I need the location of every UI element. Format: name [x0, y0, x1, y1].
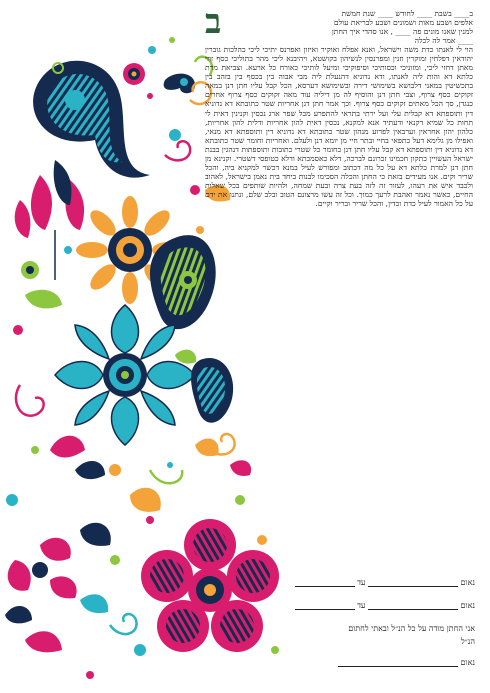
paisley-icon — [164, 74, 195, 94]
flower-icon — [8, 538, 77, 599]
groom-note-2 — [200, 637, 475, 646]
opening-letter: ב — [205, 2, 222, 42]
groom-note-text: אני החתן מודה על כל הנ״ל ובאתי לחתום — [348, 624, 475, 633]
header-line: אלפים ושבע מאות ושמונים ושבע לבריאת עולם — [333, 18, 473, 28]
witness-1-suffix: עד — [357, 578, 366, 587]
groom-note-text-2: הנ״ל — [461, 637, 475, 646]
body-text: הוי לי לאנתו כדת משה וישראל, ואנא אפלח ואוקיר ואיזון ואפרנס יתיכי ליכי כהלכות גוברין יהודאין דפלחין ומוקרין וזנין ומפרנסין לנשיהון בקושטא, ויהיבנא ליכי מהר בתוליכי כסף זוזי מאתן דחזי ליכי, ומזוניכי וכסותיכי וסיפוקיכי ומיעל לותיכי כאורח כל ארעא. וצביאת מרת כלתא דא והות ליה לאנתו, ודא נדוניא דהנעלת ליה מבי אבוה בין בכסף בין בזהב בין בתכשיטין במאני דלבושא בשימושי דירה ובשימושא דערסא, הכל קבל עליו חתן דנן במאה זקוקים כסף צרוף, וצבי חתן דנן והוסיף לה מן דיליה עוד מאה זקוקים כסף צרוף אחרים כנגדן, סך הכל מאתים זקוקים כסף צרוף. וכך אמר חתן דנן אחריות שטר כתובתא דא נדוניא דין ותוספתא דא קבלית עלי ועל ירתי בתראי להתפרע מכל שפר ארג נכסין וקנינין דאית לי תחות כל שמיא דקנאי ודעתיד אנא למקנא, נכסין דאית להון אחריות ודלית להון אחריות, כלהון יהון אחראין וערבאין לפרוע מנהון שטר כתובתא דא נדוניא דין ותוספתא דא מנאי, ואפילו מן גלימא דעל כתפאי בחיי ובתר חיי מן יומא דנן ולעלם. ואחריות וחומר שטר כתובתא דא נדוניא דין ותוספתא דא קבל עליו חתן דנן כחומר כל שטרי כתובות ותוספתות דנהגין בבנת ישראל העשויין כתקון חכמינו זכרונם לברכה, דלא כאסמכתא ודלא כטופסי דשטרי. וקנינא מן חתן דנן למרת כלתא דא על כל מה דכתוב ומפורש לעיל במנא דכשר למקניא ביה, והכל שריר וקים. אנו מעידים בזאת כי החתן והכלה הסכימו לבנות ביחד בית נאמן בישראל, לאהוב ולכבד איש את רעהו, לעזור זה לזה בעת צרה ובעת שמחה, ולהיות שותפים בכל שאלות החיים, כאשר נאמר ואהבת לרעך כמוך. וכל זה עשו מרצונם הטוב ובלב שלם, ונתנו את ידם על כל האמור לעיל כדת וכדין, והכל שריר ובריר וקיים. — [205, 45, 473, 208]
leaf-icon — [15, 160, 84, 280]
witness-1-label: נאום — [460, 578, 475, 587]
witness-2-row — [200, 601, 475, 610]
witness-2-line-2 — [295, 609, 355, 610]
groom-note — [200, 624, 475, 633]
witness-1-row — [200, 578, 475, 587]
witness-2-suffix: עד — [357, 601, 366, 610]
witness-1-line — [368, 586, 458, 587]
header-text — [227, 7, 473, 45]
header-line: ב____ בשבת ____ לחודש ____ שנת חמשת — [341, 9, 473, 18]
paisley-icon — [191, 358, 233, 423]
swirl-icon — [110, 614, 137, 634]
header — [205, 2, 473, 46]
header-line: למנין שאנו מונים פה ____ , אנו סהדי איך החתן — [331, 27, 473, 37]
leaf-icon — [5, 594, 108, 652]
header-line: ____ אמר לה לכלה — [414, 36, 473, 46]
witness-2-label: נאום — [460, 601, 475, 610]
groom-sign-row — [200, 658, 475, 667]
dot-icon — [6, 446, 245, 524]
signature-block — [200, 578, 475, 667]
ketubah-text — [205, 2, 473, 208]
flower-icon — [55, 305, 195, 445]
paisley-icon — [150, 235, 216, 329]
groom-sign-label: נאום — [460, 658, 475, 667]
witness-1-line-2 — [295, 586, 355, 587]
witness-2-line — [368, 609, 458, 610]
groom-sign-line — [338, 666, 458, 667]
